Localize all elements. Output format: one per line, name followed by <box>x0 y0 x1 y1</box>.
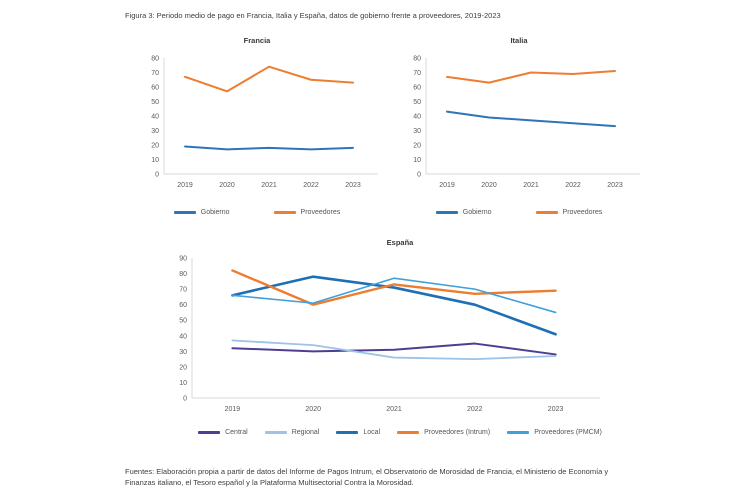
chart-italia <box>390 36 648 216</box>
legend-label: Proveedores (PMCM) <box>534 429 602 436</box>
legend-item-gobierno <box>436 209 492 216</box>
y-tick-label: 60 <box>179 302 187 310</box>
series-line-gobierno <box>185 146 353 149</box>
chart-espana <box>158 238 642 436</box>
y-tick-label: 80 <box>151 55 159 63</box>
y-tick-label: 50 <box>151 99 159 106</box>
legend-label: Regional <box>291 429 320 436</box>
italia-line-chart <box>390 48 648 196</box>
axis-lines <box>426 58 640 174</box>
y-tick-label: 90 <box>179 255 187 263</box>
series-line-central <box>232 344 555 355</box>
y-tick-label: 40 <box>413 113 421 121</box>
legend-label: Proveedores <box>562 209 603 216</box>
legend-item-proveedores-intrum <box>397 429 490 436</box>
legend-item-proveedores-pmcm <box>507 429 602 436</box>
legend-swatch <box>536 211 558 214</box>
x-tick-label: 2021 <box>523 182 539 189</box>
legend-item-proveedores <box>536 209 603 216</box>
chart-title-francia: Francia <box>243 36 271 45</box>
x-tick-label: 2022 <box>467 406 483 413</box>
x-tick-label: 2021 <box>386 406 402 413</box>
legend-espana <box>158 429 642 436</box>
y-tick-label: 80 <box>413 55 421 63</box>
legend-swatch <box>174 211 196 214</box>
legend-label: Gobierno <box>200 209 230 216</box>
y-tick-label: 50 <box>413 99 421 106</box>
legend-item-regional <box>265 429 320 436</box>
y-tick-label: 80 <box>179 271 187 279</box>
y-tick-label: 50 <box>179 317 187 325</box>
chart-francia <box>128 36 386 216</box>
y-tick-label: 70 <box>179 286 187 294</box>
x-tick-label: 2019 <box>224 406 241 413</box>
x-tick-label: 2021 <box>261 182 277 189</box>
legend-swatch <box>198 431 220 434</box>
legend-swatch <box>274 211 296 214</box>
sources-footer: Fuentes: Elaboración propia a partir de datos del Informe de Pagos Intrum, el Observatorio de Morosidad de Francia, el Ministerio de Economía y Finanzas italiano, el Tesoro español y la Plataforma Multisectorial Contra la Morosidad. <box>125 467 609 487</box>
y-tick-label: 20 <box>413 142 421 150</box>
y-tick-label: 10 <box>151 157 159 164</box>
figure-caption: Figura 3: Periodo medio de pago en Francia, Italia y España, datos de gobierno frente a proveedores, 2019-2023 <box>125 11 501 20</box>
x-tick-label: 2019 <box>439 182 455 189</box>
y-tick-label: 10 <box>413 157 421 164</box>
legend-swatch <box>336 431 358 434</box>
series-line-gobierno <box>447 112 615 127</box>
x-tick-label: 2020 <box>481 182 497 189</box>
y-tick-label: 30 <box>413 128 421 135</box>
legend-swatch <box>397 431 419 434</box>
legend-label: Local <box>363 429 381 436</box>
axis-lines <box>164 58 378 174</box>
legend-label: Gobierno <box>462 209 492 216</box>
x-tick-label: 2023 <box>607 182 623 189</box>
y-tick-label: 40 <box>179 333 187 341</box>
legend-item-gobierno <box>174 209 230 216</box>
legend-item-local <box>336 429 380 436</box>
legend-label: Proveedores <box>300 209 341 216</box>
legend-item-central <box>198 429 248 436</box>
y-tick-label: 60 <box>151 84 159 92</box>
x-tick-label: 2020 <box>219 182 235 189</box>
series-line-proveedores <box>185 67 353 92</box>
series-line-proveedores <box>447 71 615 83</box>
legend-item-proveedores <box>274 209 341 216</box>
x-tick-label: 2020 <box>305 406 321 413</box>
chart-title-espana: España <box>386 238 414 247</box>
x-tick-label: 2022 <box>565 182 581 189</box>
y-tick-label: 20 <box>151 142 159 150</box>
legend-label: Proveedores (Intrum) <box>424 429 491 436</box>
legend-swatch <box>265 431 287 434</box>
x-tick-label: 2023 <box>345 182 361 189</box>
y-tick-label: 70 <box>151 70 159 77</box>
legend-swatch <box>436 211 458 214</box>
y-tick-label: 70 <box>413 70 421 77</box>
francia-line-chart <box>128 48 386 196</box>
legend-swatch <box>507 431 529 434</box>
y-tick-label: 0 <box>183 395 187 403</box>
x-tick-label: 2022 <box>303 182 319 189</box>
y-tick-label: 0 <box>417 171 421 179</box>
x-tick-label: 2023 <box>547 406 564 413</box>
y-tick-label: 10 <box>179 379 187 387</box>
espana-line-chart <box>158 250 642 422</box>
y-tick-label: 0 <box>155 171 159 179</box>
y-tick-label: 40 <box>151 113 159 121</box>
legend-label: Central <box>225 429 248 436</box>
y-tick-label: 20 <box>179 364 187 372</box>
x-tick-label: 2019 <box>177 182 193 189</box>
y-tick-label: 30 <box>179 348 187 356</box>
y-tick-label: 30 <box>151 128 159 135</box>
chart-title-italia: Italia <box>510 36 528 45</box>
legend-italia <box>390 209 648 216</box>
legend-francia <box>128 209 386 216</box>
y-tick-label: 60 <box>413 84 421 92</box>
